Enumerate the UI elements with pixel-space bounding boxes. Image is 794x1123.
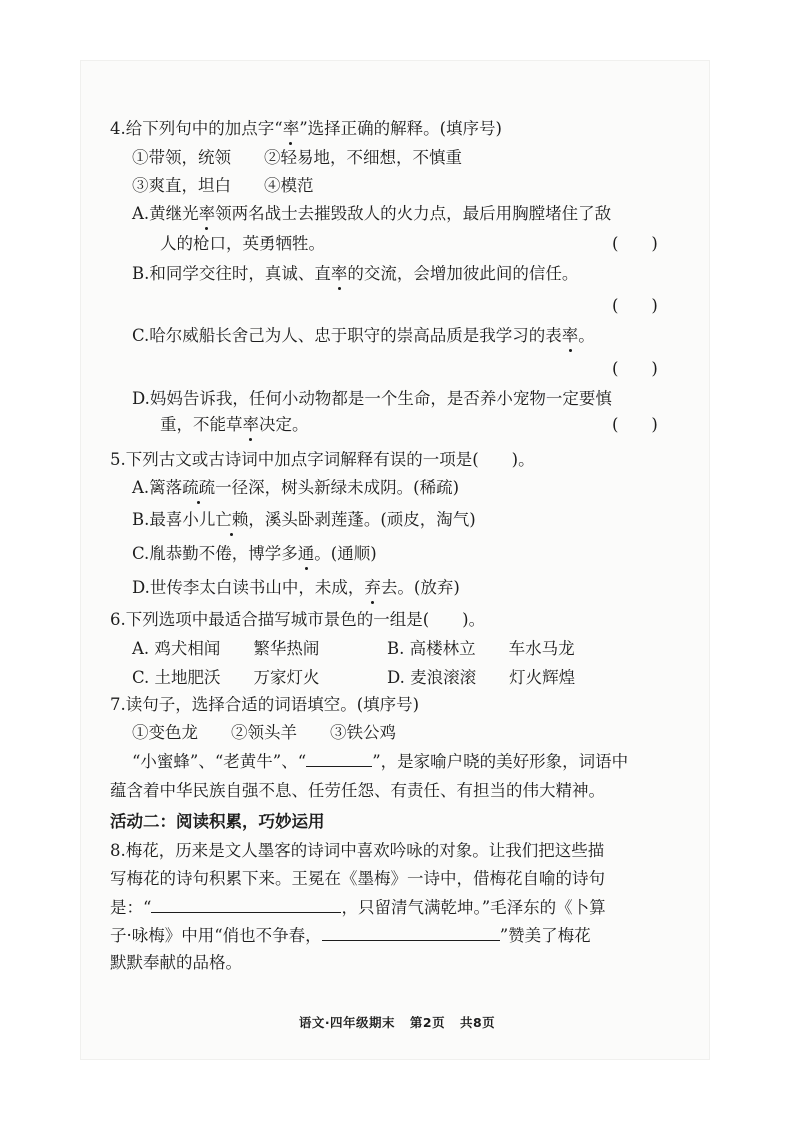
q4-answer-a[interactable]: ( ) (612, 234, 658, 253)
q8-line2: 写梅花的诗句积累下来。王冕在《墨梅》一诗中，借梅花自喻的诗句 (110, 869, 605, 888)
q4-item-a-line1: A.黄继光率领两名战士去摧毁敌人的火力点，最后用胸膛堵住了敌 (132, 204, 612, 223)
footer-total-pages: 共8页 (459, 1015, 496, 1030)
q5-option-a: A.篱落疏疏一径深，树头新绿未成阴。(稀疏) (132, 478, 460, 497)
q5-option-d: D.世传李太白读书山中，未成，弃去。(放弃) (132, 578, 460, 597)
page-footer (0, 1013, 794, 1031)
q4-answer-d[interactable]: ( ) (612, 415, 658, 434)
footer-page-number: 第2页 (409, 1015, 446, 1030)
q8-line1: 8.梅花，历来是文人墨客的诗词中喜欢吟咏的对象。让我们把这些描 (110, 841, 605, 860)
q8-line5: 默默奉献的品格。 (110, 953, 242, 972)
q6-option-a: A. 鸡犬相闻 繁华热闹 (132, 639, 320, 658)
q8-line3: 是：“ ，只留清气满乾坤。”毛泽东的《卜算 (110, 898, 606, 917)
activity2-title: 活动二：阅读积累，巧妙运用 (110, 812, 325, 831)
q8-blank-1[interactable] (151, 896, 341, 913)
q4-item-d-line1: D.妈妈告诉我，任何小动物都是一个生命，是否养小宠物一定要慎 (132, 389, 612, 408)
q4-item-b: B.和同学交往时，真诚、直率的交流，会增加彼此间的信任。 (132, 264, 579, 283)
q4-item-c: C.哈尔威船长舍己为人、忠于职守的崇高品质是我学习的表率。 (132, 326, 595, 345)
q4-item-d-line2: 重，不能草率决定。 (160, 415, 309, 434)
q7-options: ①变色龙 ②领头羊 ③铁公鸡 (132, 723, 396, 742)
q6-option-b: B. 高楼林立 车水马龙 (387, 639, 575, 658)
q4-item-a-line2: 人的枪口，英勇牺牲。 (160, 234, 325, 253)
q5-option-c: C.胤恭勤不倦，博学多通。(通顺) (132, 544, 377, 563)
q4-options-line2: ③爽直，坦白 ④模范 (132, 176, 314, 195)
q7-sentence-line2: 蕴含着中华民族自强不息、任劳任怨、有责任、有担当的伟大精神。 (110, 781, 605, 800)
q8-blank-2[interactable] (322, 924, 500, 941)
q4-options-line1: ①带领，统领 ②轻易地，不细想，不慎重 (132, 148, 462, 167)
q5-stem: 5.下列古文或古诗词中加点字词解释有误的一项是( )。 (110, 450, 535, 469)
q6-option-d: D. 麦浪滚滚 灯火辉煌 (387, 668, 576, 687)
q4-answer-c[interactable]: ( ) (612, 359, 658, 378)
q6-option-c: C. 土地肥沃 万家灯火 (132, 668, 320, 687)
q7-sentence-line1: “小蜜蜂”、“老黄牛”、“ ”，是家喻户晓的美好形象，词语中 (132, 752, 629, 771)
q8-line4: 子·咏梅》中用“俏也不争春， ”赞美了梅花 (110, 926, 591, 945)
q7-answer-blank[interactable] (306, 750, 372, 767)
q6-stem: 6.下列选项中最适合描写城市景色的一组是( )。 (110, 610, 486, 629)
q7-stem: 7.读句子，选择合适的词语填空。(填序号) (110, 695, 420, 714)
q4-stem: 4.给下列句中的加点字“率”选择正确的解释。(填序号) (110, 119, 502, 138)
q5-option-b: B.最喜小儿亡赖，溪头卧剥莲蓬。(顽皮，淘气) (132, 510, 476, 529)
q4-answer-b[interactable]: ( ) (612, 296, 658, 315)
footer-subject: 语文·四年级期末 (298, 1015, 396, 1030)
